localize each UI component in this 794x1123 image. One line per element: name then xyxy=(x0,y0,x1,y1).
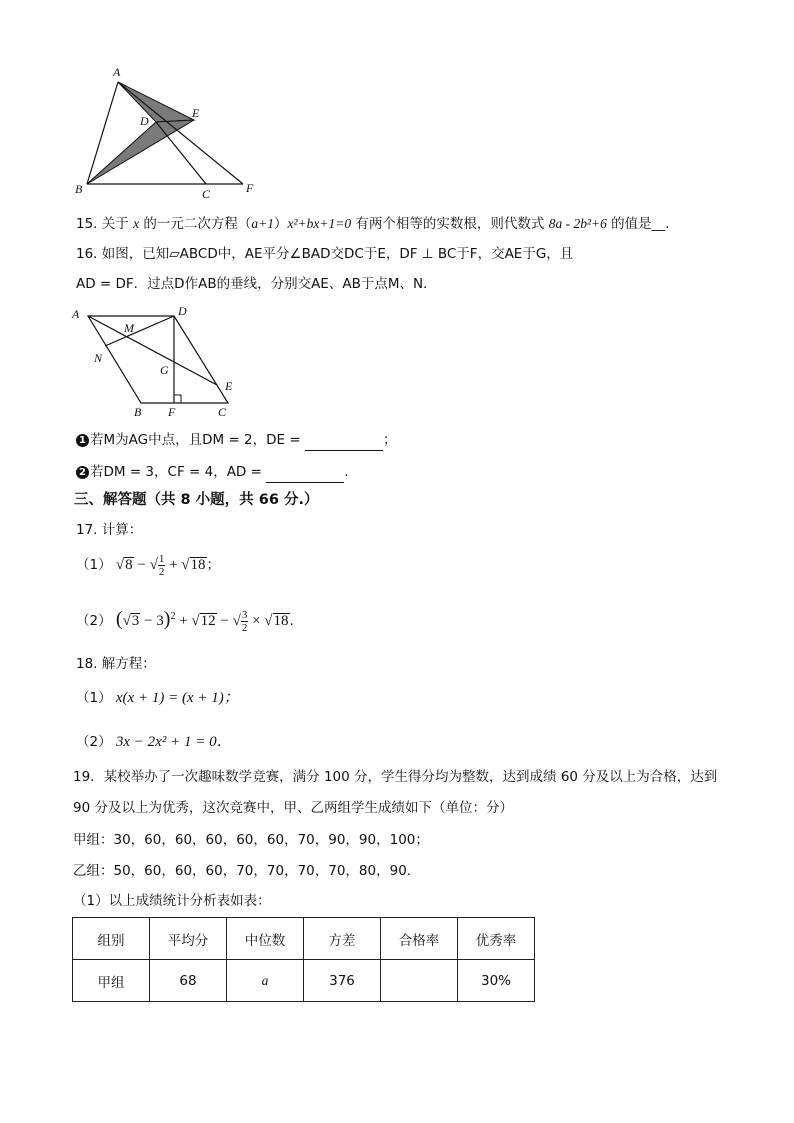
question-15 xyxy=(76,214,669,234)
q17-p2-end: . xyxy=(289,613,294,629)
figure-triangle-parallelogram xyxy=(70,62,270,202)
table-cell xyxy=(381,960,458,1002)
question-17-title: 17. 计算： xyxy=(76,522,143,538)
q17-p2-fraction: $\frac{3}{2}$ xyxy=(241,609,248,635)
q16-sub1 xyxy=(76,430,396,451)
q16-number: 16. xyxy=(76,246,98,262)
q15-text-e: 的值是__. xyxy=(606,216,670,232)
q15-text-a: 关于 xyxy=(101,216,134,232)
q16-sub2-text: 若DM = 3，CF = 4，AD = xyxy=(90,464,262,480)
table-header-row xyxy=(73,918,535,960)
parallelogram-abcd xyxy=(88,316,228,403)
q15-text-b: 的一元二次方程（ xyxy=(139,216,252,232)
table-header-cell: 合格率 xyxy=(381,918,458,960)
q15-text-d: 有两个相等的实数根，则代数式 xyxy=(351,216,549,232)
table-header-cell: 组别 xyxy=(73,918,150,960)
label-d2: D xyxy=(178,304,187,318)
label-d: D xyxy=(140,114,149,128)
question-16-line2 xyxy=(76,274,437,294)
q16-sub2-answer-blank[interactable] xyxy=(266,462,344,483)
q17-p2-label: （2） xyxy=(76,613,112,629)
label-c2: C xyxy=(218,405,227,419)
q17-p1-fraction: $\frac{1}{2}$ xyxy=(158,553,165,579)
q15-text-c: ） xyxy=(274,216,288,232)
q15-var-x: x xyxy=(133,216,140,231)
line-dc xyxy=(156,122,206,184)
q15-expression: 8a - 2b²+6 xyxy=(548,216,607,231)
right-angle-mark xyxy=(174,395,181,403)
table-header-cell: 平均分 xyxy=(150,918,227,960)
label-a: A xyxy=(113,65,121,79)
question-16-line1 xyxy=(76,244,573,264)
q16-text-line2: AD = DF．过点D作AB的垂线，分别交AE、AB于点M、N． xyxy=(76,276,437,292)
q18-part2 xyxy=(76,732,232,752)
question-18-title: 18. 解方程： xyxy=(76,656,156,672)
q17-part1 xyxy=(76,552,220,578)
label-a2: A xyxy=(72,307,80,321)
label-n2: N xyxy=(94,351,103,365)
label-m2: M xyxy=(124,321,134,335)
q17-p1-label: （1） xyxy=(76,557,112,573)
q19-group-a-scores: 甲组：30，60，60，60，60，60，70，90，90，100； xyxy=(73,832,429,848)
q17-p1-radicand-18: 18 xyxy=(190,557,206,573)
score-analysis-table xyxy=(72,917,535,1002)
q16-sub1-end: ； xyxy=(382,432,397,448)
label-c: C xyxy=(202,187,211,201)
label-f: F xyxy=(246,181,254,195)
label-e: E xyxy=(192,106,200,120)
label-f2: F xyxy=(168,405,176,419)
q18-p2-label: （2） xyxy=(76,734,112,750)
q16-sub1-text: 若M为AG中点，且DM = 2，DE = xyxy=(90,432,301,448)
q18-p1-label: （1） xyxy=(76,690,112,706)
q16-sub2 xyxy=(76,462,349,483)
q19-group-b-scores: 乙组：50，60，60，60，70，70，70，70，80，90. xyxy=(73,863,412,879)
table-cell: 甲组 xyxy=(73,960,150,1002)
table-header-cell: 优秀率 xyxy=(458,918,535,960)
figure-parallelogram-abcd xyxy=(68,302,248,422)
table-row xyxy=(73,960,535,1002)
table-header-cell: 中位数 xyxy=(227,918,304,960)
q18-p2-equation: 3x − 2x² + 1 = 0． xyxy=(115,734,232,750)
table-cell: 68 xyxy=(150,960,227,1002)
q18-p1-equation: x(x + 1) = (x + 1)； xyxy=(115,690,239,706)
label-g2: G xyxy=(160,363,169,377)
q15-number: 15. xyxy=(76,216,98,232)
q16-sub2-marker: 2 xyxy=(76,466,89,479)
q18-part1 xyxy=(76,688,239,708)
line-ae xyxy=(88,316,217,385)
table-cell: a xyxy=(227,960,304,1002)
question-19-line1: 19．某校举办了一次趣味数学竞赛，满分 100 分，学生得分均为整数，达到成绩 60 分及以上为合格，达到 xyxy=(73,769,718,785)
label-b2: B xyxy=(134,405,142,419)
section-3-heading: 三、解答题（共 8 小题，共 66 分.） xyxy=(74,492,319,508)
q17-p2-expr: $(√3 - 3)^2 + √12$ − √ $\frac{3}{2}$ × √18 xyxy=(115,608,289,635)
label-e2: E xyxy=(225,379,233,393)
q16-text-line1: 如图，已知▱ABCD中，AE平分∠BAD交DC于E，DF ⊥ BC于F，交AE于G，且 xyxy=(101,246,574,262)
q15-equation: x²+bx+1=0 xyxy=(287,216,352,231)
question-19-line2: 90 分及以上为优秀，这次竞赛中，甲、乙两组学生成绩如下（单位：分） xyxy=(73,800,513,816)
q16-sub1-answer-blank[interactable] xyxy=(305,430,383,451)
q15-expr-a1: a+1 xyxy=(251,216,274,231)
shaded-region-ade xyxy=(118,82,194,122)
q16-sub1-marker: 1 xyxy=(76,434,89,447)
table-cell: 376 xyxy=(304,960,381,1002)
label-b: B xyxy=(75,182,83,196)
q17-p1-radicand-8: 8 xyxy=(125,557,133,573)
q17-part2 xyxy=(76,602,294,636)
q19-part1: （1）以上成绩统计分析表如表： xyxy=(73,893,271,909)
table-cell: 30% xyxy=(458,960,535,1002)
q17-p1-end: ； xyxy=(206,557,221,573)
q17-p1-expr: √8 − √ $\frac{1}{2}$ + √18 xyxy=(115,553,206,579)
line-af xyxy=(118,82,243,184)
table-header-cell: 方差 xyxy=(304,918,381,960)
q16-sub2-end: . xyxy=(344,464,349,480)
